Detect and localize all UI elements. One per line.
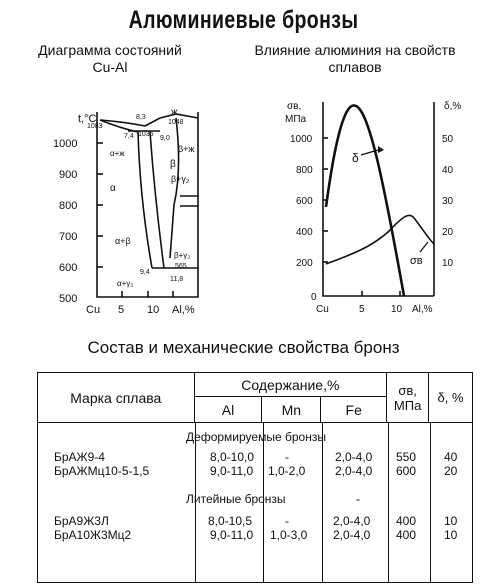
phase-label: 1035 (138, 131, 154, 138)
grade: БрАЖ9-4 (54, 450, 105, 464)
table-body (38, 423, 473, 583)
properties-chart-caption-line2: сплавов (328, 59, 382, 75)
header-grade: Марка сплава (38, 373, 195, 423)
header-al: Al (194, 397, 262, 423)
table-title: Состав и механические свойства бронз (87, 338, 400, 357)
y-tick-label: 500 (59, 293, 78, 305)
right-tick-label: 40 (442, 165, 454, 176)
delta-curve (326, 105, 404, 296)
x-tick-label: Al,% (172, 304, 195, 316)
group-wrought: Деформируемые бронзы (186, 430, 326, 444)
mn-value: - (285, 514, 289, 528)
al-value: 9,0-11,0 (210, 528, 254, 542)
delta-value: 10 (444, 514, 458, 528)
y-axis-label: t,°C (78, 113, 97, 125)
x-tick-label: 10 (147, 304, 160, 316)
delta-value: 40 (444, 450, 458, 464)
fe-value: 2,0-4,0 (333, 528, 371, 542)
phase-label: α+γ₂ (117, 279, 134, 288)
group-cast: Литейные бронзы (186, 492, 286, 506)
properties-chart-caption-line1: Влияние алюминия на свойств (254, 42, 456, 58)
x-tick-label: 10 (391, 304, 403, 315)
right-tick-label: 20 (442, 227, 454, 238)
left-tick-label: 400 (296, 227, 313, 238)
phase-label: 565 (175, 263, 187, 270)
group-cast-fe: - (356, 492, 360, 506)
left-tick-label: 600 (296, 196, 313, 207)
delta-value: 10 (444, 528, 458, 542)
x-tick-label: Cu (86, 304, 101, 316)
mn-value: 1,0-3,0 (270, 528, 308, 542)
fe-value: 2,0-4,0 (335, 464, 373, 478)
mn-value: - (285, 450, 289, 464)
delta-arrowhead (378, 146, 384, 153)
header-fe: Fe (321, 397, 387, 423)
al-value: 8,0-10,0 (210, 450, 255, 464)
x-tick-label: 5 (118, 304, 125, 316)
phase-label: β+γ₂ (171, 174, 190, 184)
fe-value: 2,0-4,0 (333, 514, 371, 528)
grade: БрА10Ж3Мц2 (54, 528, 132, 542)
al-value: 9,0-11,0 (210, 464, 254, 478)
phase-diagram-caption-line1: Диаграмма состояний (38, 42, 182, 58)
sigma-value: 400 (396, 528, 417, 542)
phase-label: 9,4 (140, 269, 150, 276)
al-value: 8,0-10,5 (208, 514, 253, 528)
left-tick-label: 0 (311, 292, 317, 303)
phase-label: α+β (115, 236, 131, 246)
left-tick-label: 800 (296, 165, 313, 176)
phase-label: β (170, 159, 176, 170)
x-tick-label: 5 (359, 304, 365, 315)
phase-label: 7,4 (124, 133, 134, 140)
x-tick-label: Al,% (412, 304, 433, 315)
phase-label: 11,8 (170, 276, 184, 283)
header-content: Содержание,% (194, 373, 387, 397)
phase-label: 1048 (168, 119, 184, 126)
phase-label: 8,3 (136, 114, 146, 121)
phase-label: 9,0 (160, 135, 170, 142)
sigma-value: 550 (396, 450, 417, 464)
header-delta: δ, % (429, 373, 473, 423)
sigma-curve-label: σв (410, 255, 423, 267)
right-axis-label: δ,% (444, 101, 462, 112)
phase-label: β+γ₂ (174, 251, 191, 260)
y-tick-label: 800 (59, 200, 78, 212)
mn-value: 1,0-2,0 (268, 464, 306, 478)
phase-label: β+ж (178, 144, 195, 154)
grade: БрАЖМц10-5-1,5 (54, 464, 150, 478)
phase-label: ж (171, 107, 178, 118)
phase-diagram-caption-line2: Cu-Al (92, 59, 128, 75)
right-tick-label: 10 (442, 258, 454, 269)
x-tick-label: Cu (316, 304, 329, 315)
right-tick-label: 30 (442, 196, 454, 207)
phase-label: α+ж (110, 149, 125, 158)
sigma-pointer (420, 242, 428, 252)
left-tick-label: 200 (296, 258, 313, 269)
left-tick-label: 1000 (290, 134, 313, 145)
y-tick-label: 900 (59, 169, 78, 181)
sigma-value: 400 (396, 514, 417, 528)
phase-label: 1083 (87, 123, 103, 130)
delta-curve-label: δ (352, 151, 359, 165)
fe-value: 2,0-4,0 (335, 450, 373, 464)
header-sigma: σв, МПа (387, 373, 429, 423)
left-axis-label: σв, (287, 101, 302, 112)
grade: БрА9Ж3Л (54, 514, 109, 528)
y-tick-label: 700 (59, 231, 78, 243)
phase-label: α (110, 183, 116, 194)
header-mn: Mn (262, 397, 321, 423)
delta-value: 20 (444, 464, 458, 478)
right-tick-label: 50 (442, 134, 454, 145)
left-axis-label-unit: МПа (285, 114, 307, 125)
page-title: Алюминиевые бронзы (128, 6, 359, 34)
sigma-value: 600 (396, 464, 417, 478)
bronze-table (37, 372, 473, 583)
y-tick-label: 1000 (53, 138, 78, 150)
y-tick-label: 600 (59, 262, 78, 274)
